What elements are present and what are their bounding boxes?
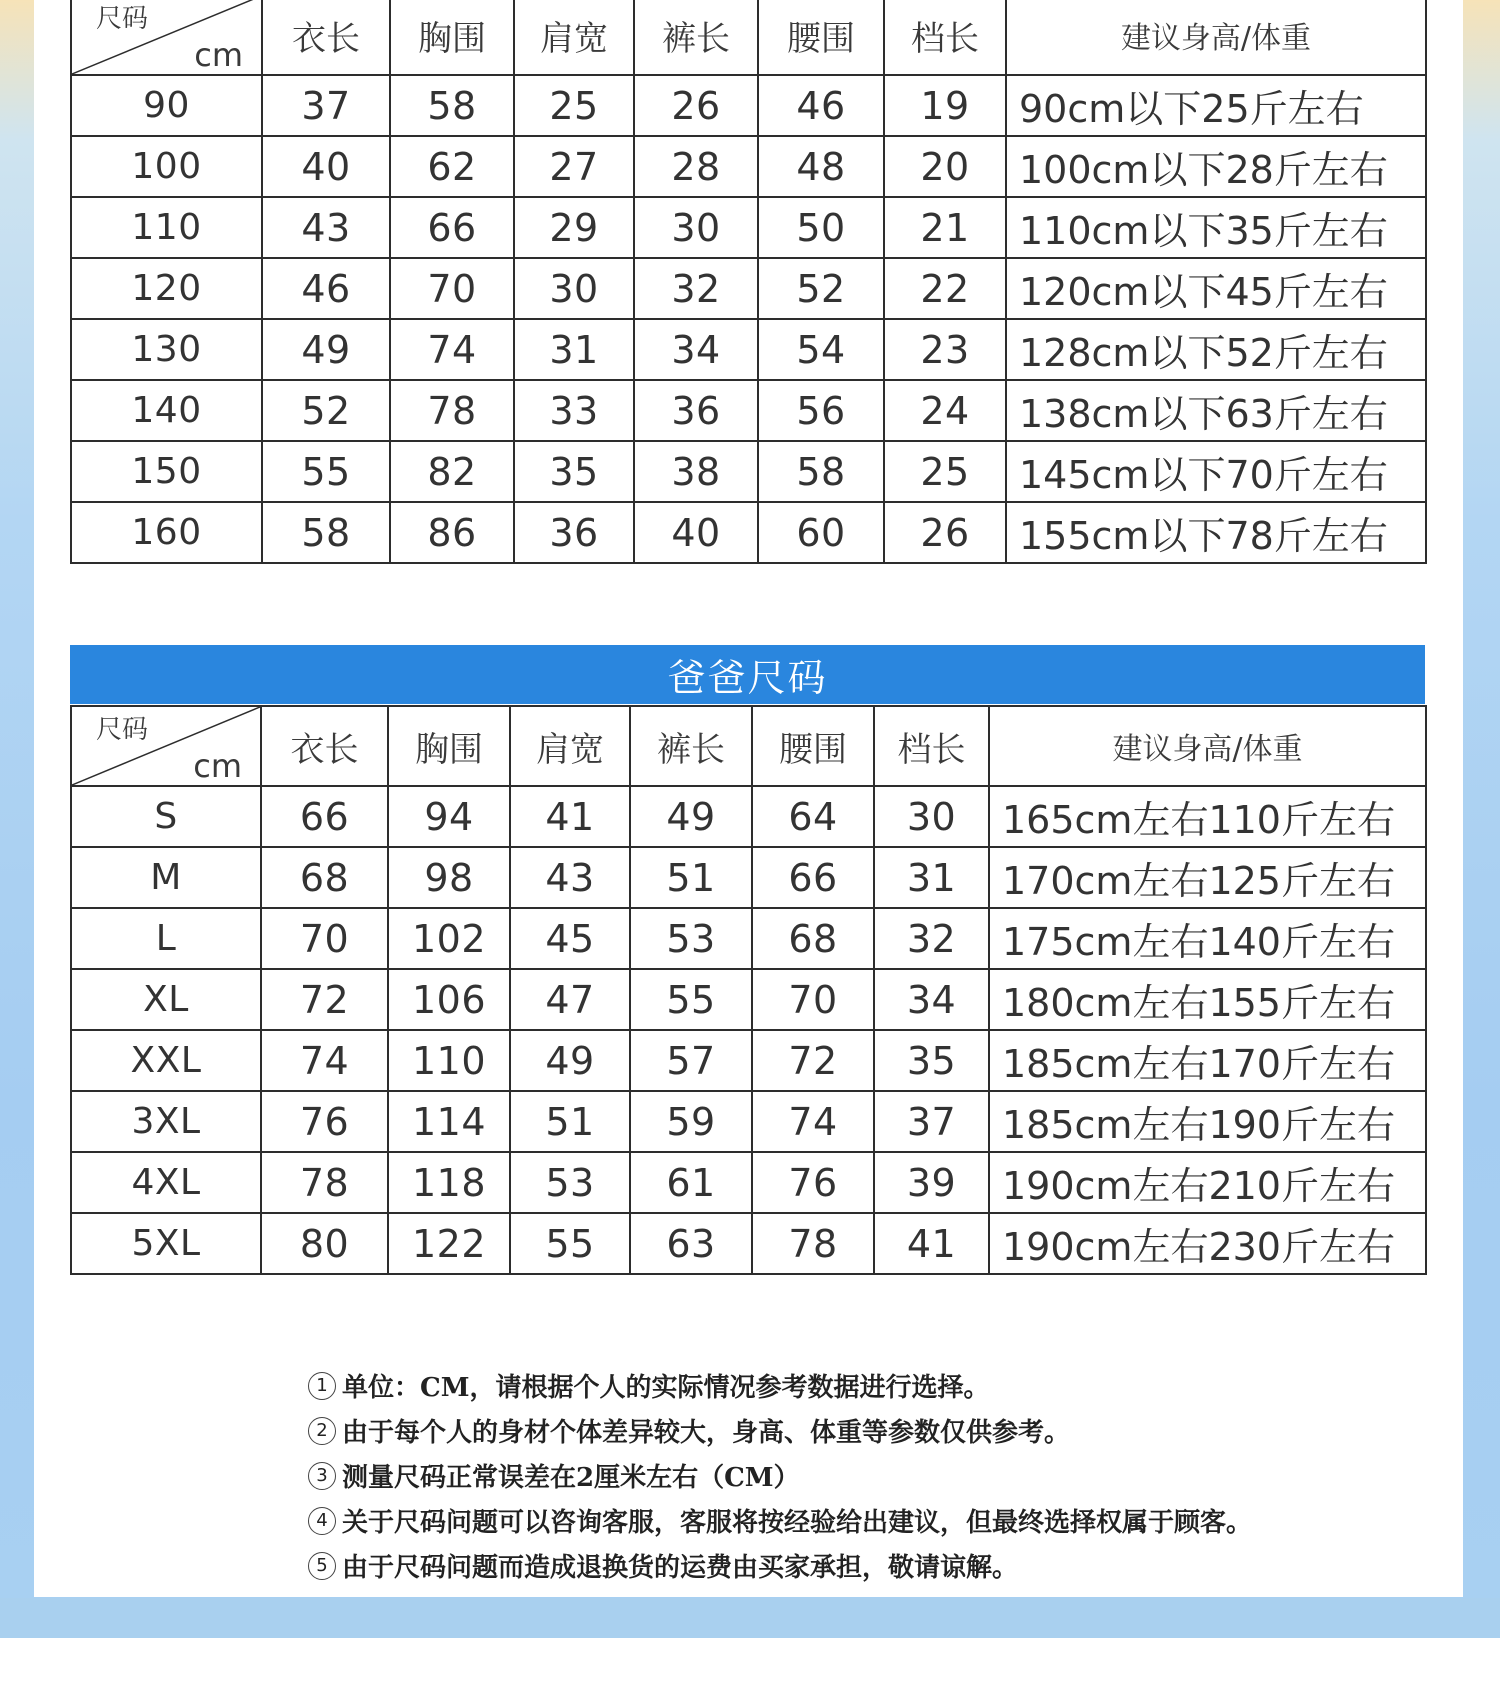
length-cell: 43 (262, 197, 390, 258)
shoulder-cell: 36 (514, 502, 634, 563)
recommendation-cell: 185cm左右170斤左右 (989, 1030, 1426, 1091)
length-cell: 76 (261, 1091, 388, 1152)
length-cell: 40 (262, 136, 390, 197)
chest-cell: 70 (390, 258, 514, 319)
table-row (71, 258, 1426, 319)
waist-cell: 54 (758, 319, 884, 380)
length-cell: 46 (262, 258, 390, 319)
table-row (71, 441, 1426, 502)
header-crotch: 档长 (884, 0, 1006, 75)
header-chest: 胸围 (388, 706, 510, 786)
length-cell: 78 (261, 1152, 388, 1213)
table-row (71, 380, 1426, 441)
note-text: 由于尺码问题而造成退换货的运费由买家承担，敬请谅解。 (342, 1553, 1019, 1583)
recommendation-cell: 90cm以下25斤左右 (1006, 75, 1426, 136)
crotch-cell: 24 (884, 380, 1006, 441)
corner-header-cell (71, 706, 261, 786)
corner-size-label: 尺码 (96, 715, 149, 745)
chest-cell: 62 (390, 136, 514, 197)
header-waist: 腰围 (758, 0, 884, 75)
waist-cell: 58 (758, 441, 884, 502)
recommendation-cell: 185cm左右190斤左右 (989, 1091, 1426, 1152)
waist-cell: 70 (752, 969, 874, 1030)
shoulder-cell: 27 (514, 136, 634, 197)
circled-number-icon: 4 (308, 1507, 336, 1535)
shoulder-cell: 51 (510, 1091, 630, 1152)
crotch-cell: 31 (874, 847, 989, 908)
chest-cell: 106 (388, 969, 510, 1030)
waist-cell: 56 (758, 380, 884, 441)
shoulder-cell: 31 (514, 319, 634, 380)
header-length: 衣长 (262, 0, 390, 75)
table-row (71, 908, 1426, 969)
note-item (308, 1498, 1308, 1543)
recommendation-cell: 175cm左右140斤左右 (989, 908, 1426, 969)
chest-cell: 98 (388, 847, 510, 908)
table-row (71, 1030, 1426, 1091)
chest-cell: 94 (388, 786, 510, 847)
crotch-cell: 32 (874, 908, 989, 969)
waist-cell: 68 (752, 908, 874, 969)
crotch-cell: 21 (884, 197, 1006, 258)
pants-length-cell: 49 (630, 786, 752, 847)
recommendation-cell: 120cm以下45斤左右 (1006, 258, 1426, 319)
table-row (71, 319, 1426, 380)
length-cell: 80 (261, 1213, 388, 1274)
shoulder-cell: 30 (514, 258, 634, 319)
size-cell: 100 (71, 136, 262, 197)
waist-cell: 74 (752, 1091, 874, 1152)
dad-size-title: 爸爸尺码 (70, 645, 1425, 704)
pants-length-cell: 51 (630, 847, 752, 908)
header-recommendation: 建议身高/体重 (1006, 0, 1426, 75)
pants-length-cell: 63 (630, 1213, 752, 1274)
circled-number-icon: 2 (308, 1417, 336, 1445)
crotch-cell: 23 (884, 319, 1006, 380)
recommendation-cell: 138cm以下63斤左右 (1006, 380, 1426, 441)
chest-cell: 102 (388, 908, 510, 969)
header-pants-length: 裤长 (634, 0, 758, 75)
header-shoulder: 肩宽 (514, 0, 634, 75)
crotch-cell: 37 (874, 1091, 989, 1152)
corner-unit-label: cm (194, 36, 243, 74)
waist-cell: 52 (758, 258, 884, 319)
length-cell: 74 (261, 1030, 388, 1091)
note-item (308, 1453, 1308, 1498)
corner-header-cell (71, 0, 262, 75)
chest-cell: 74 (390, 319, 514, 380)
recommendation-cell: 180cm左右155斤左右 (989, 969, 1426, 1030)
pants-length-cell: 57 (630, 1030, 752, 1091)
shoulder-cell: 53 (510, 1152, 630, 1213)
chest-cell: 110 (388, 1030, 510, 1091)
pants-length-cell: 61 (630, 1152, 752, 1213)
shoulder-cell: 49 (510, 1030, 630, 1091)
chest-cell: 58 (390, 75, 514, 136)
shoulder-cell: 43 (510, 847, 630, 908)
circled-number-icon: 3 (308, 1462, 336, 1490)
size-cell: 4XL (71, 1152, 261, 1213)
recommendation-cell: 155cm以下78斤左右 (1006, 502, 1426, 563)
pants-length-cell: 38 (634, 441, 758, 502)
table-row (71, 502, 1426, 563)
table-row (71, 1091, 1426, 1152)
kids-size-table (70, 0, 1427, 564)
crotch-cell: 35 (874, 1030, 989, 1091)
shoulder-cell: 55 (510, 1213, 630, 1274)
crotch-cell: 25 (884, 441, 1006, 502)
table-row (71, 75, 1426, 136)
chest-cell: 78 (390, 380, 514, 441)
pants-length-cell: 40 (634, 502, 758, 563)
pants-length-cell: 34 (634, 319, 758, 380)
size-cell: 120 (71, 258, 262, 319)
note-item (308, 1543, 1308, 1588)
waist-cell: 76 (752, 1152, 874, 1213)
pants-length-cell: 32 (634, 258, 758, 319)
shoulder-cell: 45 (510, 908, 630, 969)
pants-length-cell: 59 (630, 1091, 752, 1152)
chest-cell: 66 (390, 197, 514, 258)
shoulder-cell: 35 (514, 441, 634, 502)
shoulder-cell: 25 (514, 75, 634, 136)
recommendation-cell: 190cm左右210斤左右 (989, 1152, 1426, 1213)
table-row (71, 197, 1426, 258)
crotch-cell: 20 (884, 136, 1006, 197)
size-cell: 130 (71, 319, 262, 380)
recommendation-cell: 145cm以下70斤左右 (1006, 441, 1426, 502)
shoulder-cell: 41 (510, 786, 630, 847)
note-text: 单位：CM，请根据个人的实际情况参考数据进行选择。 (342, 1373, 990, 1403)
size-cell: XXL (71, 1030, 261, 1091)
length-cell: 70 (261, 908, 388, 969)
crotch-cell: 30 (874, 786, 989, 847)
shoulder-cell: 47 (510, 969, 630, 1030)
size-cell: L (71, 908, 261, 969)
header-waist: 腰围 (752, 706, 874, 786)
size-cell: 90 (71, 75, 262, 136)
crotch-cell: 41 (874, 1213, 989, 1274)
chest-cell: 82 (390, 441, 514, 502)
recommendation-cell: 110cm以下35斤左右 (1006, 197, 1426, 258)
header-recommendation: 建议身高/体重 (989, 706, 1426, 786)
shoulder-cell: 29 (514, 197, 634, 258)
waist-cell: 78 (752, 1213, 874, 1274)
waist-cell: 60 (758, 502, 884, 563)
size-cell: M (71, 847, 261, 908)
waist-cell: 50 (758, 197, 884, 258)
corner-unit-label: cm (193, 747, 242, 785)
table-row (71, 847, 1426, 908)
note-text: 测量尺码正常误差在2厘米左右（CM） (342, 1463, 800, 1493)
note-text: 关于尺码问题可以咨询客服，客服将按经验给出建议，但最终选择权属于顾客。 (342, 1508, 1253, 1538)
pants-length-cell: 36 (634, 380, 758, 441)
notes-list (308, 1363, 1308, 1588)
size-cell: XL (71, 969, 261, 1030)
recommendation-cell: 190cm左右230斤左右 (989, 1213, 1426, 1274)
table-row (71, 136, 1426, 197)
table-row (71, 786, 1426, 847)
length-cell: 68 (261, 847, 388, 908)
header-length: 衣长 (261, 706, 388, 786)
size-cell: 150 (71, 441, 262, 502)
length-cell: 66 (261, 786, 388, 847)
waist-cell: 66 (752, 847, 874, 908)
chest-cell: 86 (390, 502, 514, 563)
size-cell: 140 (71, 380, 262, 441)
note-item (308, 1363, 1308, 1408)
length-cell: 58 (262, 502, 390, 563)
waist-cell: 48 (758, 136, 884, 197)
size-cell: 5XL (71, 1213, 261, 1274)
pants-length-cell: 55 (630, 969, 752, 1030)
pants-length-cell: 26 (634, 75, 758, 136)
crotch-cell: 39 (874, 1152, 989, 1213)
dad-size-table (70, 705, 1427, 1275)
header-pants-length: 裤长 (630, 706, 752, 786)
table-header-row (71, 0, 1426, 75)
header-crotch: 档长 (874, 706, 989, 786)
table-row (71, 1152, 1426, 1213)
size-cell: 160 (71, 502, 262, 563)
waist-cell: 72 (752, 1030, 874, 1091)
circled-number-icon: 1 (308, 1372, 336, 1400)
header-shoulder: 肩宽 (510, 706, 630, 786)
crotch-cell: 19 (884, 75, 1006, 136)
crotch-cell: 26 (884, 502, 1006, 563)
chest-cell: 118 (388, 1152, 510, 1213)
length-cell: 55 (262, 441, 390, 502)
crotch-cell: 34 (874, 969, 989, 1030)
header-chest: 胸围 (390, 0, 514, 75)
size-cell: S (71, 786, 261, 847)
pants-length-cell: 28 (634, 136, 758, 197)
waist-cell: 64 (752, 786, 874, 847)
length-cell: 49 (262, 319, 390, 380)
recommendation-cell: 100cm以下28斤左右 (1006, 136, 1426, 197)
table-row (71, 1213, 1426, 1274)
table-header-row (71, 706, 1426, 786)
shoulder-cell: 33 (514, 380, 634, 441)
corner-size-label: 尺码 (96, 4, 149, 34)
chest-cell: 122 (388, 1213, 510, 1274)
length-cell: 52 (262, 380, 390, 441)
note-item (308, 1408, 1308, 1453)
circled-number-icon: 5 (308, 1552, 336, 1580)
size-cell: 3XL (71, 1091, 261, 1152)
note-text: 由于每个人的身材个体差异较大，身高、体重等参数仅供参考。 (342, 1418, 1071, 1448)
length-cell: 37 (262, 75, 390, 136)
length-cell: 72 (261, 969, 388, 1030)
crotch-cell: 22 (884, 258, 1006, 319)
chest-cell: 114 (388, 1091, 510, 1152)
size-cell: 110 (71, 197, 262, 258)
pants-length-cell: 30 (634, 197, 758, 258)
table-row (71, 969, 1426, 1030)
recommendation-cell: 165cm左右110斤左右 (989, 786, 1426, 847)
pants-length-cell: 53 (630, 908, 752, 969)
recommendation-cell: 128cm以下52斤左右 (1006, 319, 1426, 380)
recommendation-cell: 170cm左右125斤左右 (989, 847, 1426, 908)
waist-cell: 46 (758, 75, 884, 136)
